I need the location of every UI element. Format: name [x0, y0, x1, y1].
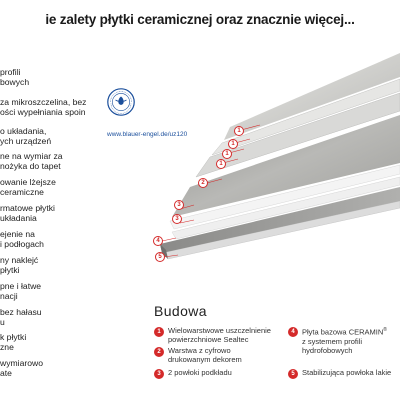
- legend-text: Warstwa z cyfrowo: [168, 346, 231, 355]
- feature-line: owanie lżejsze: [0, 177, 56, 187]
- legend-number: 2: [154, 347, 164, 357]
- feature-line: bowych: [0, 77, 30, 87]
- feature-line: zne: [0, 342, 14, 352]
- feature-line: płytki: [0, 265, 20, 275]
- blue-angel-seal-icon: [107, 88, 135, 116]
- legend-number: 4: [288, 327, 298, 337]
- feature-line: rmatowe płytki: [0, 203, 55, 213]
- feature-line: ości wypełniania spoin: [0, 107, 86, 117]
- feature-line: nożyka do tapet: [0, 161, 61, 171]
- legend-number: 5: [288, 369, 298, 379]
- legend-text: Płyta bazowa CERAMIN: [302, 327, 384, 337]
- layer-marker-1c: 1: [222, 149, 232, 159]
- feature-line: ceramiczne: [0, 187, 44, 197]
- legend-text: Stabilizująca powłoka lakie: [302, 368, 392, 377]
- layer-marker-3b: 3: [172, 214, 182, 224]
- feature-line: pne i łatwe: [0, 281, 42, 291]
- feature-line: wymiarowo: [0, 358, 43, 368]
- feature-line: bez hałasu: [0, 307, 42, 317]
- feature-line: o układania,: [0, 126, 47, 136]
- feature-line: ate: [0, 368, 12, 378]
- layer-marker-2: 2: [198, 178, 208, 188]
- feature-line: za mikroszczelina, bez: [0, 97, 87, 107]
- layer-marker-5: 5: [155, 252, 165, 262]
- legend-text: Wielowarstwowe uszczelnienie: [168, 326, 271, 335]
- feature-line: k płytki: [0, 332, 27, 342]
- legend-number: 3: [154, 369, 164, 379]
- tile-layers-illustration: [150, 45, 400, 275]
- legend-text: drukowanym dekorem: [168, 355, 242, 364]
- feature-line: ny naklejć: [0, 255, 39, 265]
- feature-line: profili: [0, 67, 21, 77]
- eco-label-url[interactable]: www.blauer-engel.de/uz120: [107, 131, 188, 138]
- feature-line: i podłogach: [0, 239, 44, 249]
- feature-line: u: [0, 317, 5, 327]
- legend-text: powierzchniowe Sealtec: [168, 335, 249, 344]
- feature-line: nacji: [0, 291, 18, 301]
- layer-marker-1a: 1: [234, 126, 244, 136]
- budowa-title: Budowa: [154, 303, 207, 319]
- page-title: ie zalety płytki ceramicznej oraz znacznie więcej...: [45, 12, 355, 27]
- layer-marker-1d: 1: [216, 159, 226, 169]
- legend-text: hydrofobowych: [302, 345, 353, 355]
- layer-marker-1b: 1: [228, 139, 238, 149]
- legend-number: 1: [154, 327, 164, 337]
- layer-marker-4: 4: [153, 236, 163, 246]
- feature-line: ych urządzeń: [0, 136, 52, 146]
- feature-line: ejenie na: [0, 229, 35, 239]
- legend-text: 2 powłoki podkładu: [168, 368, 232, 377]
- registered-mark: ®: [383, 327, 387, 333]
- feature-line: układania: [0, 213, 37, 223]
- layer-marker-3a: 3: [174, 200, 184, 210]
- feature-line: ne na wymiar za: [0, 151, 63, 161]
- legend-text: z systemem profili: [302, 336, 363, 346]
